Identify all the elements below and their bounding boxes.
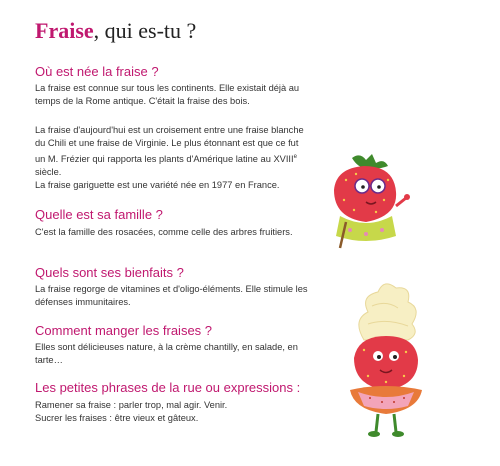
title-accent: Fraise [35,18,94,43]
title-rest: , qui es-tu ? [93,18,197,43]
paragraph-origin-1: La fraise est connue sur tous les continents. Elle existait déjà au temps de la Rome antique. C'était la fraise des bois. [35,83,300,107]
paragraph-expression-1: Ramener sa fraise : parler trop, mal agir. Venir. [35,400,228,410]
paragraph-benefits: La fraise regorge de vitamines et d'oligo-éléments. Elle stimule les défenses immunitaires. [35,284,308,308]
section-heading-origin: Où est née la fraise ? [35,64,159,79]
section-heading-expressions: Les petites phrases de la rue ou expressions : [35,380,301,395]
paragraph-expression-2: Sucrer les fraises : être vieux et gâteux. [35,413,199,423]
paragraph-eating: Elles sont délicieuses nature, à la crème chantilly, en salade, en tarte… [35,342,298,366]
strawberry-icecream-illustration [338,278,434,438]
paragraph-family: C'est la famille des rosacées, comme celle des arbres fruitiers. [35,227,293,237]
paragraph-origin-3: La fraise gariguette est une variété née en 1977 en France. [35,180,280,190]
section-heading-benefits: Quels sont ses bienfaits ? [35,265,184,280]
section-heading-family: Quelle est sa famille ? [35,207,163,222]
page-title [35,18,196,44]
paragraph-origin-2: La fraise d'aujourd'hui est un croisement entre une fraise blanche du Chili et une fraise de Virginie. Le plus étonnant est que ce fut un M. Frézier qui rapporta les plants d'Amérique latine au XVIIIe siècle. [35,125,304,178]
strawberry-glasses-illustration [326,150,422,250]
section-heading-eating: Comment manger les fraises ? [35,323,213,338]
